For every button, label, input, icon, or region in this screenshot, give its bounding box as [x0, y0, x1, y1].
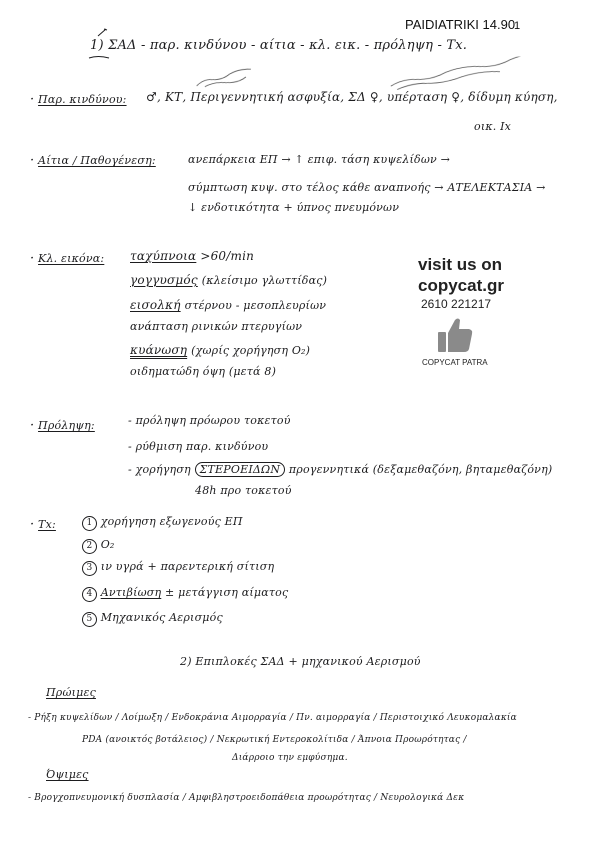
causes-line-2: σύμπτωση κυψ. στο τέλος κάθε αναπνοής → ΑΤΕΛΕΚΤΑΣΙΑ →	[188, 181, 546, 194]
treatment-item-2: 2 O₂	[82, 538, 115, 554]
prevention-item-1: - πρόληψη πρόωρου τοκετού	[128, 414, 291, 427]
causes-line-1: ανεπάρκεια ΕΠ → ↑ επιφ. τάση κυψελίδων →	[188, 153, 450, 166]
clinical-item-4: ανάπταση ρινικών πτερυγίων	[130, 320, 303, 333]
clinical-item-5: κυάνωση (χωρίς χορήγηση O₂)	[130, 343, 311, 357]
prevention-item-2: - ρύθμιση παρ. κινδύνου	[128, 440, 269, 453]
section-2-title: 2) Επιπλοκές ΣΑΔ + μηχανικού Αερισμού	[180, 655, 421, 668]
early-complications-label: Πρώιμες	[46, 686, 96, 699]
early-complications-line-1: - Ρήξη κυψελίδων / Λοίμωξη / Ενδοκράνια Αιμορραγία / Πν. αιμορραγία / Περιστοιχικό Λευκομαλακία	[28, 713, 517, 723]
clinical-item-6: οιδηματώδη όψη (μετά 8)	[130, 365, 277, 378]
prevention-label: · Πρόληψη:	[30, 418, 95, 433]
ad-phone: 2610 221217	[421, 297, 492, 311]
section-1-title: 1) ΣΑΔ - παρ. κινδύνου - αίτια - κλ. εικ. - πρόληψη - Tx.	[90, 38, 468, 53]
clinical-label: · Κλ. εικόνα:	[30, 251, 105, 266]
marginal-note-2	[387, 54, 549, 95]
steroids-badge: ΣΤΕΡΟΕΙΔΩΝ	[195, 462, 286, 477]
treatment-label: · Tx:	[30, 517, 56, 532]
clinical-item-1: ταχύπνοια >60/min	[130, 249, 255, 263]
thumbs-up-icon	[436, 316, 474, 354]
treatment-item-5: 5 Μηχανικός Αερισμός	[82, 611, 223, 627]
ad-brand: COPYCAT PATRA	[422, 358, 488, 367]
page-number: 1	[514, 20, 521, 32]
causes-line-3: ↓ ενδοτικότητα + ύπνος πνευμόνων	[188, 201, 400, 214]
risk-factors-line-2: οικ. Ιx	[474, 120, 512, 133]
prevention-item-3: - χορήγηση ΣΤΕΡΟΕΙΔΩΝ προγεννητικά (δεξαμεθαζόνη, βηταμεθαζόνη)	[128, 463, 553, 476]
step-5-marker: 5	[82, 612, 97, 627]
ad-line-1: visit us on	[418, 255, 503, 274]
ad-line-2: copycat.gr	[418, 276, 504, 295]
page-header-title: PAIDIATRIKI 14.90	[405, 17, 516, 32]
title-underline	[88, 54, 110, 60]
early-complications-line-3: Διάρροιο την εμφύσημα.	[232, 753, 348, 763]
early-complications-line-2: PDA (ανοικτός βοτάλειος) / Νεκρωτική Εντεροκολίτιδα / Άπνοια Προωρότητας /	[82, 735, 467, 745]
risk-factors-line-1: ♂, ΚΤ, Περιγεννητική ασφυξία, ΣΔ ♀, υπέρταση ♀, δίδυμη κύηση,	[146, 90, 558, 104]
step-4-marker: 4	[82, 587, 97, 602]
clinical-item-3: εισολκή στέρνου - μεσοπλευρίων	[130, 298, 327, 312]
treatment-item-3: 3 ιν υγρά + παρεντερική σίτιση	[82, 560, 274, 576]
causes-label: · Αίτια / Παθογένεση:	[30, 153, 156, 168]
treatment-item-1: 1 χορήγηση εξωγενούς ΕΠ	[82, 515, 243, 531]
step-2-marker: 2	[82, 539, 97, 554]
risk-factors-label: · Παρ. κινδύνου:	[30, 92, 127, 107]
treatment-item-4: 4 Αντιβίωση ± μετάγγιση αίματος	[82, 586, 288, 602]
prevention-item-4: 48h προ τοκετού	[195, 484, 292, 497]
marginal-note-1	[193, 66, 255, 92]
step-1-marker: 1	[82, 516, 97, 531]
late-complications-label: Όψιμες	[46, 768, 89, 781]
step-3-marker: 3	[82, 561, 97, 576]
late-complications-line-1: - Βρογχοπνευμονική δυσπλασία / Αμφιβληστροειδοπάθεια προωρότητας / Νευρολογικά Δεκ	[28, 793, 465, 803]
clinical-item-2: γογγυσμός (κλείσιμο γλωττίδας)	[130, 273, 328, 287]
